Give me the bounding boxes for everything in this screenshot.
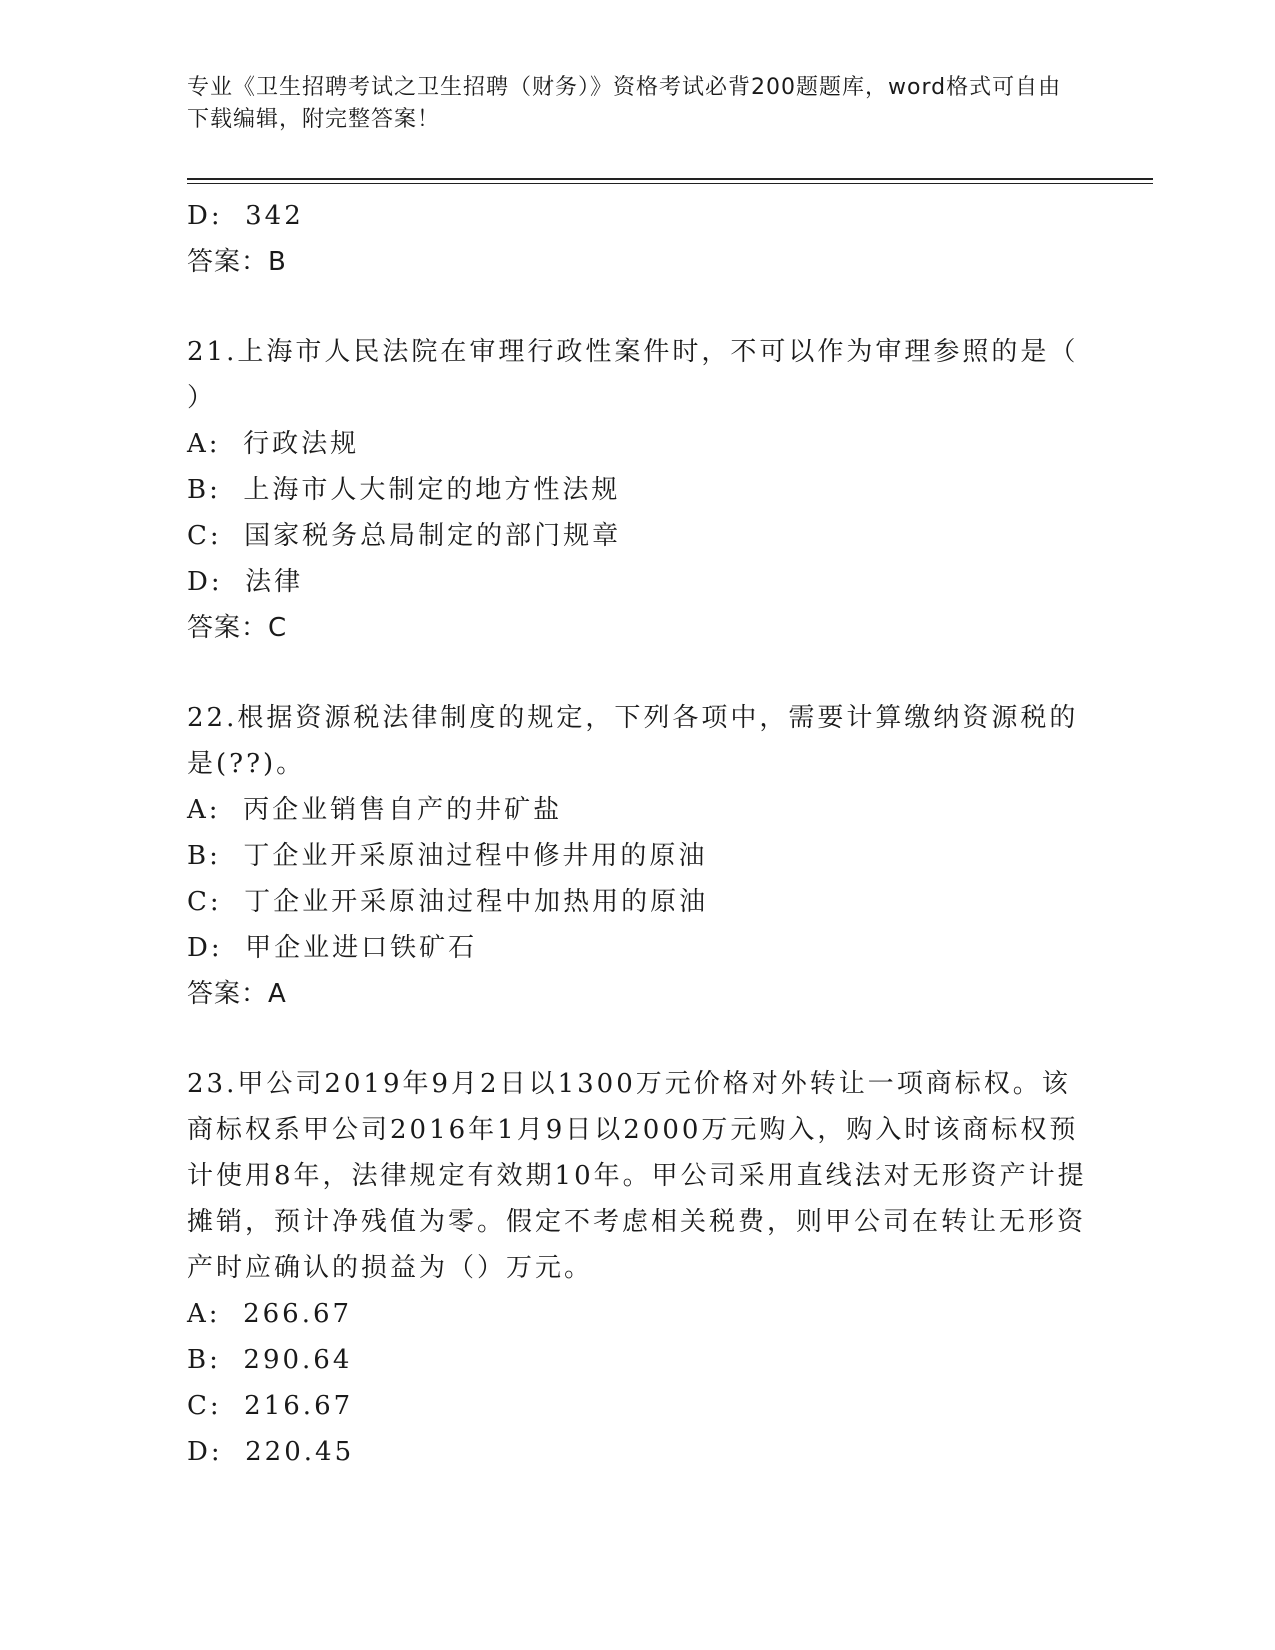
question-21 (187, 329, 1087, 651)
option-b: B: 290.64 (187, 1345, 353, 1375)
option-a: A: 266.67 (187, 1299, 353, 1329)
option-a: A: 行政法规 (187, 429, 360, 459)
option-c: C: 216.67 (187, 1391, 354, 1421)
option-d: D: 甲企业进口铁矿石 (187, 933, 478, 963)
question-text: 21.上海市人民法院在审理行政性案件时，不可以作为审理参照的是（ ） (187, 337, 1079, 413)
header-rule-thin (187, 183, 1153, 184)
document-header: 专业《卫生招聘考试之卫生招聘（财务）》资格考试必背200题题库，word格式可自由下载编辑，附完整答案！ (187, 75, 1062, 132)
question-text: 22.根据资源税法律制度的规定，下列各项中，需要计算缴纳资源税的是(??)。 (187, 703, 1079, 779)
option-b: B: 上海市人大制定的地方性法规 (187, 475, 621, 505)
option-b: B: 丁企业开采原油过程中修井用的原油 (187, 841, 708, 871)
question-22 (187, 695, 1087, 1017)
prev-option-d: D: 342 (187, 201, 304, 231)
answer: 答案：A (187, 979, 287, 1009)
question-23 (187, 1061, 1087, 1475)
option-d: D: 法律 (187, 567, 304, 597)
option-a: A: 丙企业销售自产的井矿盐 (187, 795, 563, 825)
question-text: 23.甲公司2019年9月2日以1300万元价格对外转让一项商标权。该商标权系甲公司2016年1月9日以2000万元购入，购入时该商标权预计使用8年，法律规定有效期10年。甲公司采用直线法对无形资产计提摊销，预计净残值为零。假定不考虑相关税费，则甲公司在转让无形资产时应确认的损益为（）万元。 (187, 1069, 1087, 1283)
answer: 答案：C (187, 613, 288, 643)
option-d: D: 220.45 (187, 1437, 355, 1467)
option-c: C: 国家税务总局制定的部门规章 (187, 521, 622, 551)
option-c: C: 丁企业开采原油过程中加热用的原油 (187, 887, 709, 917)
prev-answer: 答案：B (187, 247, 287, 277)
header-rule-thick (187, 178, 1153, 180)
question-list (187, 193, 1087, 1475)
